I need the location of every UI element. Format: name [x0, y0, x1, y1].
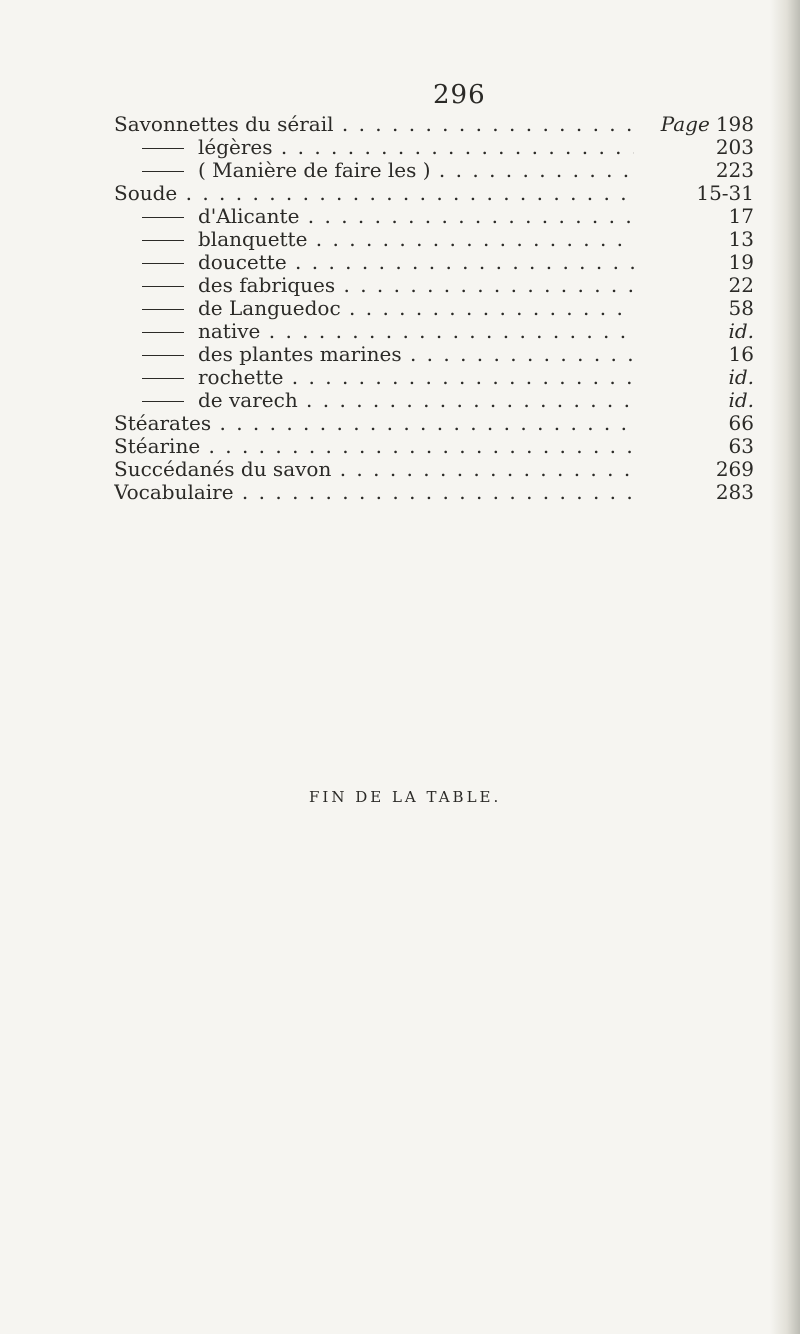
entry-label: d'Alicante [198, 205, 300, 228]
ditto-dash [142, 171, 184, 172]
entry-label: native [198, 320, 261, 343]
ditto-dash [142, 332, 184, 333]
entry-page: 13 [728, 227, 754, 251]
entry-label-line [142, 228, 634, 251]
entry-label: de varech [198, 389, 298, 412]
index-entry-1 [114, 136, 754, 159]
entry-label-line [142, 343, 634, 366]
entry-page: 223 [715, 158, 754, 182]
index-entry-13 [114, 412, 754, 435]
index-entry-3 [114, 182, 754, 205]
entry-page-ref [634, 320, 754, 343]
entry-page-ref [634, 113, 754, 136]
entry-label: ( Manière de faire les ) [198, 159, 431, 182]
ditto-dash [142, 148, 184, 149]
entry-page-ref [634, 297, 754, 320]
entry-page-ref [634, 182, 754, 205]
entry-page-ref [634, 435, 754, 458]
entry-label-line [114, 458, 634, 481]
entry-label-line [142, 297, 634, 320]
ditto-dash [142, 240, 184, 241]
index-entry-9 [114, 320, 754, 343]
index-entry-0 [114, 113, 754, 136]
entry-label: légères [198, 136, 273, 159]
entry-page: 66 [728, 411, 754, 435]
entry-page: 17 [728, 204, 754, 228]
entry-page: 269 [715, 457, 754, 481]
entry-page: 203 [715, 135, 754, 159]
ditto-dash [142, 263, 184, 264]
index-entry-2 [114, 159, 754, 182]
ditto-dash [142, 355, 184, 356]
entry-label: Stéarates [114, 412, 212, 435]
entry-label: Vocabulaire [114, 481, 234, 504]
entry-label-line [142, 251, 634, 274]
page-word: Page [660, 112, 710, 136]
index-entry-6 [114, 251, 754, 274]
entry-label: des plantes marines [198, 343, 402, 366]
page-edge-shadow [770, 0, 800, 1334]
entry-page-ref [634, 251, 754, 274]
entry-label: doucette [198, 251, 287, 274]
entry-page: 63 [728, 434, 754, 458]
entry-label: Succédanés du savon [114, 458, 332, 481]
entry-label-line [114, 113, 634, 136]
entry-label-line [142, 320, 634, 343]
entry-page: 15-31 [696, 181, 754, 205]
entry-label: rochette [198, 366, 284, 389]
entry-label-line [142, 136, 634, 159]
entry-page-ref [634, 205, 754, 228]
index-entry-4 [114, 205, 754, 228]
entry-page: id. [728, 365, 754, 389]
entry-page: 58 [728, 296, 754, 320]
entry-label: de Languedoc [198, 297, 341, 320]
ditto-dash [142, 217, 184, 218]
index-entry-10 [114, 343, 754, 366]
table-of-contents [114, 113, 754, 504]
entry-page-ref [634, 136, 754, 159]
page-number: 296 [433, 80, 486, 110]
entry-page-ref [634, 412, 754, 435]
entry-page-ref [634, 458, 754, 481]
entry-label: Stéarine [114, 435, 201, 458]
entry-page-ref [634, 274, 754, 297]
index-entry-16 [114, 481, 754, 504]
index-entry-8 [114, 297, 754, 320]
entry-page-ref [634, 366, 754, 389]
entry-page: 283 [715, 480, 754, 504]
entry-label-line [114, 481, 634, 504]
entry-page-ref [634, 481, 754, 504]
entry-page-ref [634, 159, 754, 182]
entry-page: id. [728, 319, 754, 343]
entry-label-line [142, 274, 634, 297]
entry-page: 198 [715, 112, 754, 136]
entry-label: Savonnettes du sérail [114, 113, 334, 136]
end-of-table: FIN DE LA TABLE. [309, 788, 502, 806]
entry-label-line [142, 159, 634, 182]
entry-label-line [142, 366, 634, 389]
entry-page: 16 [728, 342, 754, 366]
entry-label: des fabriques [198, 274, 336, 297]
index-entry-12 [114, 389, 754, 412]
entry-label-line [114, 412, 634, 435]
ditto-dash [142, 401, 184, 402]
entry-page-ref [634, 228, 754, 251]
ditto-dash [142, 309, 184, 310]
index-entry-15 [114, 458, 754, 481]
entry-label: blanquette [198, 228, 308, 251]
index-entry-5 [114, 228, 754, 251]
entry-page: id. [728, 388, 754, 412]
entry-page-ref [634, 343, 754, 366]
entry-page-ref [634, 389, 754, 412]
ditto-dash [142, 378, 184, 379]
entry-label-line [114, 435, 634, 458]
entry-label-line [114, 182, 634, 205]
index-entry-11 [114, 366, 754, 389]
index-entry-7 [114, 274, 754, 297]
index-entry-14 [114, 435, 754, 458]
ditto-dash [142, 286, 184, 287]
entry-label-line [142, 205, 634, 228]
entry-label: Soude [114, 182, 178, 205]
entry-page: 19 [728, 250, 754, 274]
entry-page: 22 [728, 273, 754, 297]
entry-label-line [142, 389, 634, 412]
